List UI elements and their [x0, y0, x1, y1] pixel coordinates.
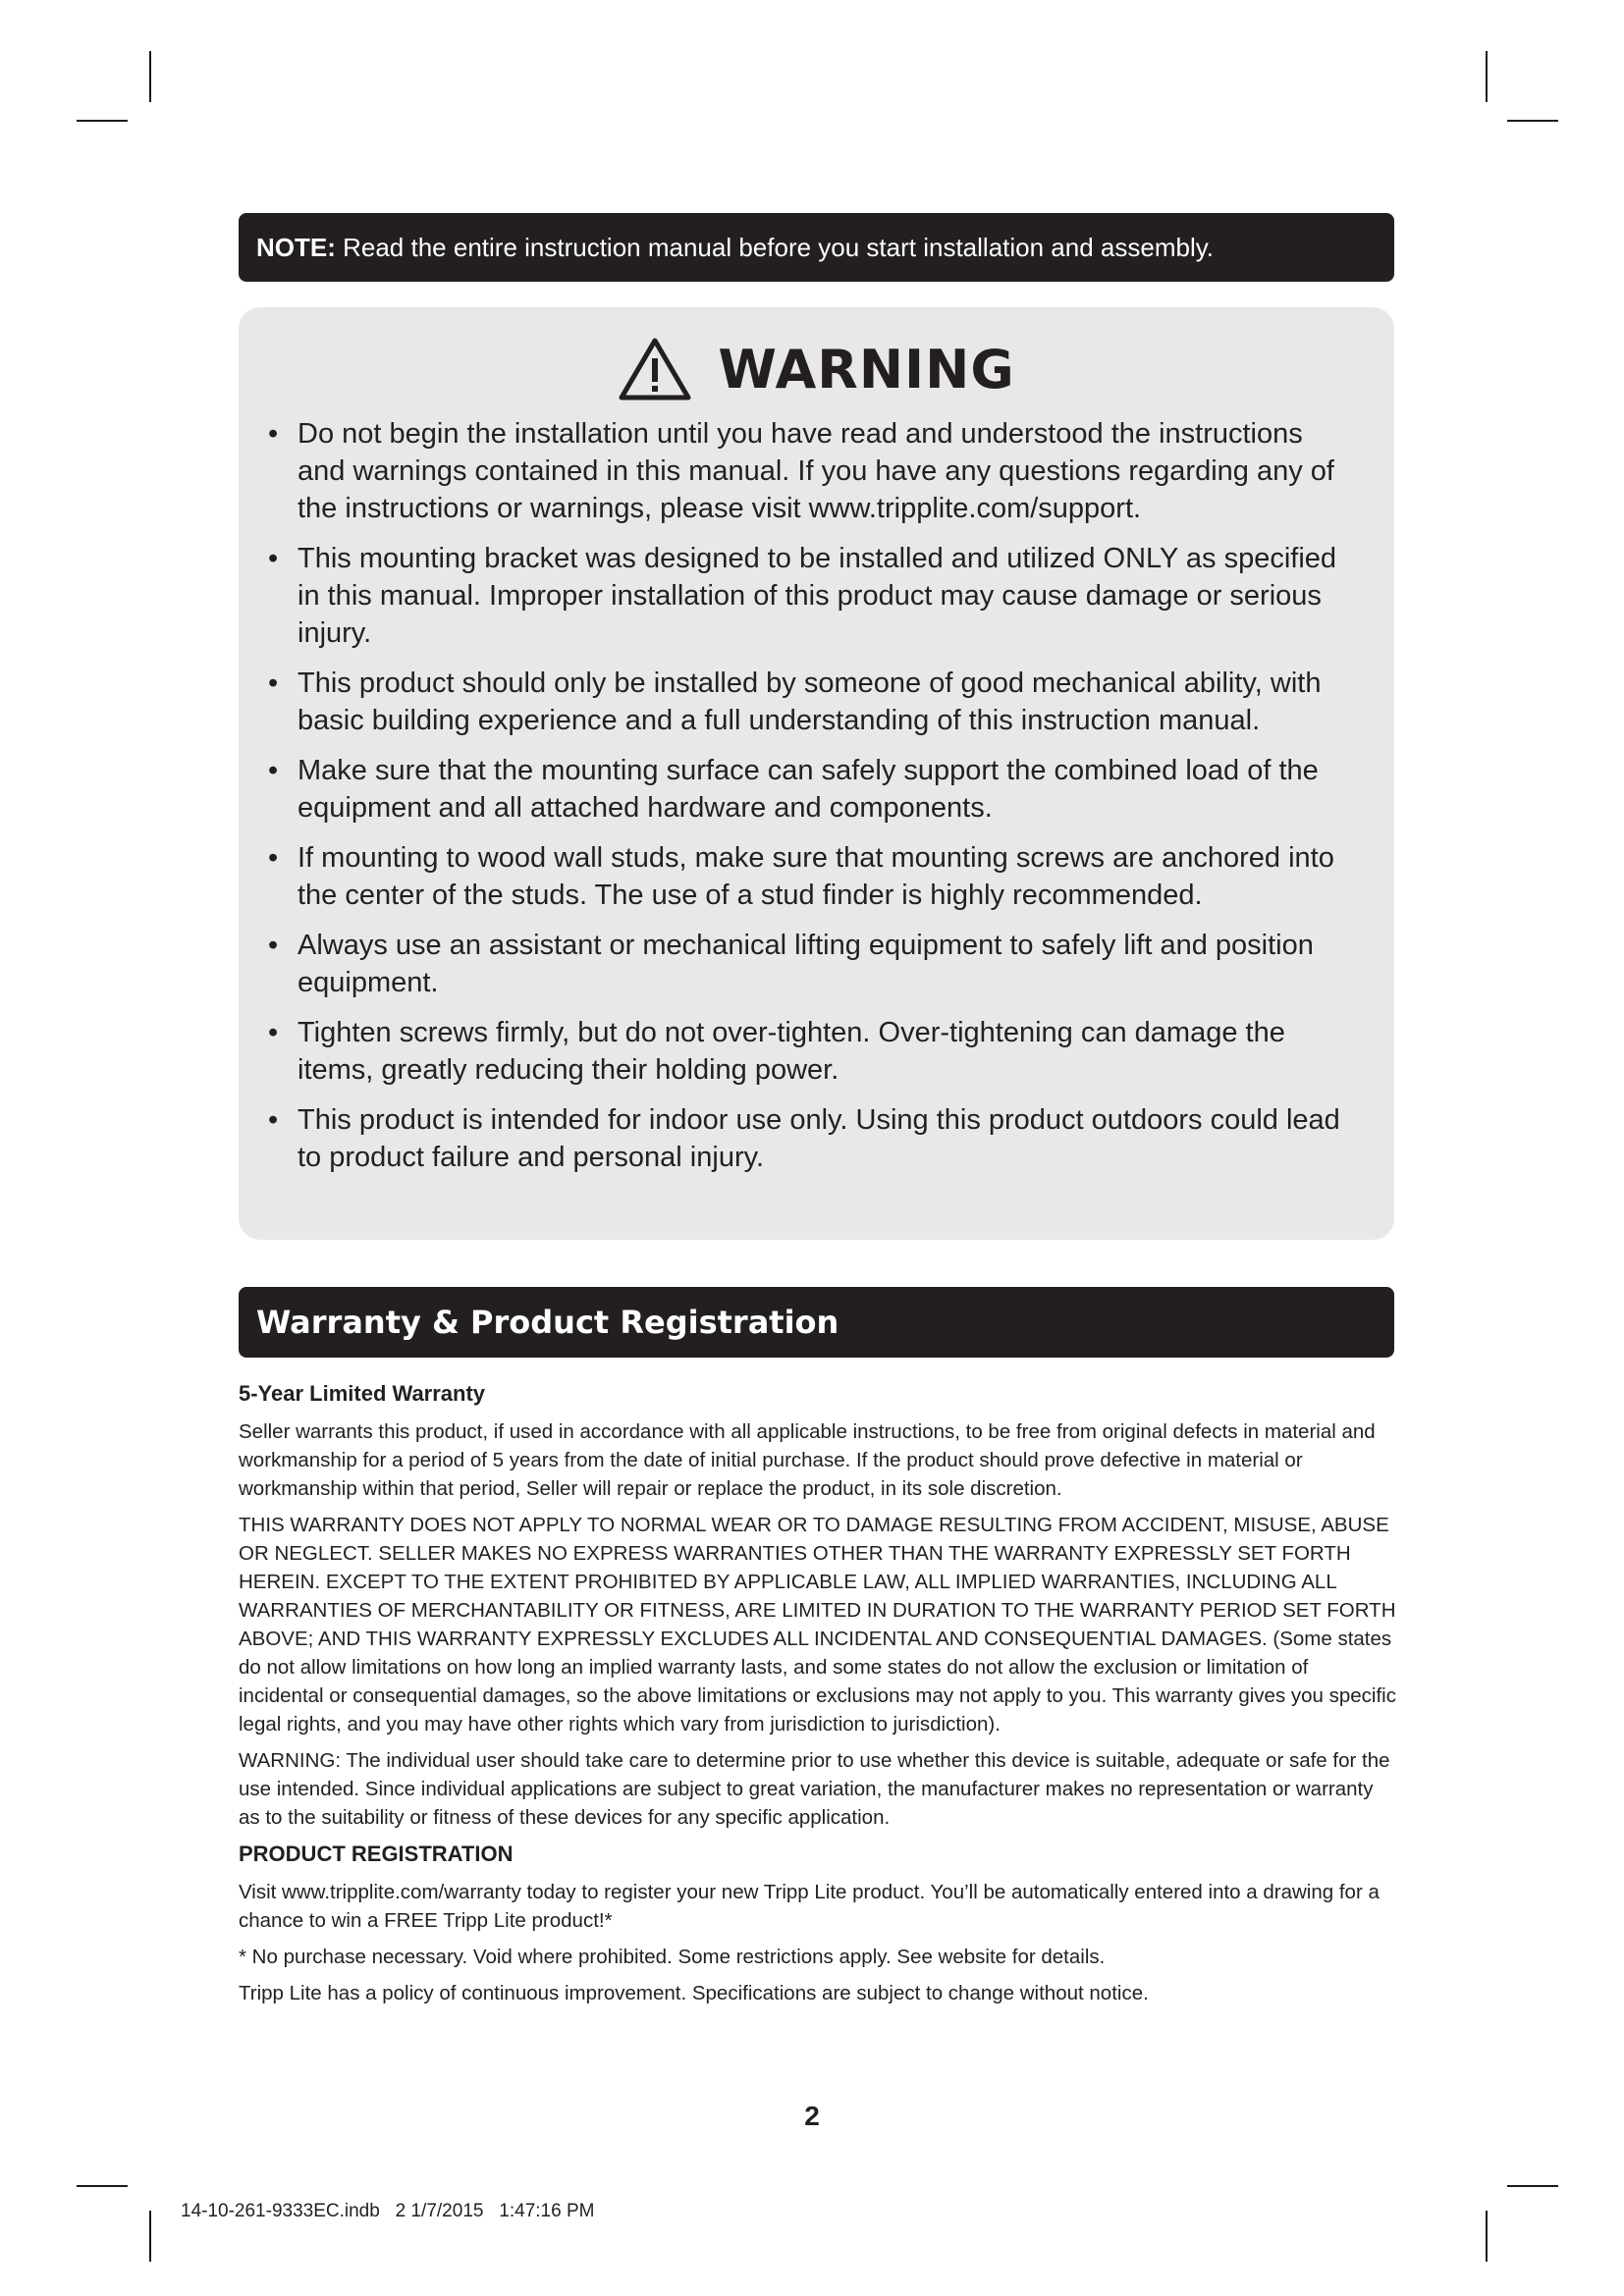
warning-item: • Tighten screws firmly, but do not over-tighten. Over-tightening can damage the items, greatly reducing their holding power. — [268, 1014, 1355, 1089]
warning-triangle-icon — [618, 337, 692, 401]
crop-mark-bottom-right-vertical — [1486, 2211, 1488, 2262]
note-text: Read the entire instruction manual before you start installation and assembly. — [335, 233, 1215, 262]
warning-item: • If mounting to wood wall studs, make sure that mounting screws are anchored into the center of the studs. The use of a stud finder is highly recommended. — [268, 839, 1355, 914]
warning-item: • Make sure that the mounting surface can safely support the combined load of the equipment and all attached hardware and components. — [268, 752, 1355, 827]
note-label: NOTE: — [256, 233, 336, 262]
warning-header — [239, 335, 1394, 403]
registration-paragraph: Visit www.tripplite.com/warranty today to register your new Tripp Lite product. You’ll be automatically entered into a drawing for a chance to win a FREE Tripp Lite product!* — [239, 1881, 1380, 1932]
warning-panel — [239, 307, 1394, 1240]
page-number: 2 — [804, 2101, 820, 2131]
crop-mark-bottom-right-horizontal — [1507, 2185, 1558, 2187]
warning-item: • Always use an assistant or mechanical lifting equipment to safely lift and position equipment. — [268, 927, 1355, 1001]
warranty-paragraph: Seller warrants this product, if used in accordance with all applicable instructions, to be free from original defects in material and workmanship for a period of 5 years from the date of initial purchase. If the product should prove defective in material or workmanship within that period, Seller will repair or replace the product, in its sole discretion. — [239, 1420, 1376, 1500]
warning-title: WARNING — [718, 338, 1015, 400]
warning-item: • This product is intended for indoor use only. Using this product outdoors could lead to product failure and personal injury. — [268, 1101, 1355, 1176]
crop-mark-top-left-horizontal — [77, 120, 128, 122]
improvement-policy-text: Tripp Lite has a policy of continuous improvement. Specifications are subject to change without notice. — [239, 1982, 1149, 2004]
warning-list — [268, 415, 1355, 1189]
crop-mark-top-left-vertical — [149, 51, 151, 102]
crop-mark-bottom-left-vertical — [149, 2211, 151, 2262]
crop-mark-bottom-left-horizontal — [77, 2185, 128, 2187]
crop-mark-top-right-horizontal — [1507, 120, 1558, 122]
limited-warranty-heading: 5-Year Limited Warranty — [239, 1381, 486, 1406]
warranty-section-header: Warranty & Product Registration — [239, 1287, 1394, 1358]
note-banner — [239, 213, 1394, 282]
registration-footnote: * No purchase necessary. Void where prohibited. Some restrictions apply. See website for details. — [239, 1946, 1106, 1968]
warning-item: • This product should only be installed by someone of good mechanical ability, with basic building experience and a full understanding of this instruction manual. — [268, 665, 1355, 739]
print-slug: 14-10-261-9333EC.indb 2 1/7/2015 1:47:16 PM — [181, 2201, 595, 2221]
crop-mark-top-right-vertical — [1486, 51, 1488, 102]
warning-item: • This mounting bracket was designed to be installed and utilized ONLY as specified in this manual. Improper installation of this product may cause damage or serious injury. — [268, 540, 1355, 652]
warranty-warning-paragraph: WARNING: The individual user should take care to determine prior to use whether this device is suitable, adequate or safe for the use intended. Since individual applications are subject to great variation, the manufacturer makes no representation or warranty as to the suitability or fitness of these devices for any specific application. — [239, 1749, 1390, 1829]
warning-item: • Do not begin the installation until you have read and understood the instructions and warnings contained in this manual. If you have any questions regarding any of the instructions or warnings, please visit www.tripplite.com/support. — [268, 415, 1355, 527]
warranty-body — [239, 1379, 1397, 2015]
warranty-disclaimer-paragraph: THIS WARRANTY DOES NOT APPLY TO NORMAL WEAR OR TO DAMAGE RESULTING FROM ACCIDENT, MISUSE, ABUSE OR NEGLECT. SELLER MAKES NO EXPRESS WARRANTIES OTHER THAN THE WARRANTY EXPRESSLY SET FORTH HEREIN. EXCEPT TO THE EXTENT PROHIBITED BY APPLICABLE LAW, ALL IMPLIED WARRANTIES, INCLUDING ALL WARRANTIES OF MERCHANTABILITY OR FITNESS, ARE LIMITED IN DURATION TO THE WARRANTY PERIOD SET FORTH ABOVE; AND THIS WARRANTY EXPRESSLY EXCLUDES ALL INCIDENTAL AND CONSEQUENTIAL DAMAGES. (Some states do not allow limitations on how long an implied warranty lasts, and some states do not allow the exclusion or limitation of incidental or consequential damages, so the above limitations or exclusions may not apply to you. This warranty gives you specific legal rights, and you may have other rights which vary from jurisdiction to jurisdiction). — [239, 1514, 1396, 1735]
product-registration-heading: PRODUCT REGISTRATION — [239, 1842, 514, 1866]
